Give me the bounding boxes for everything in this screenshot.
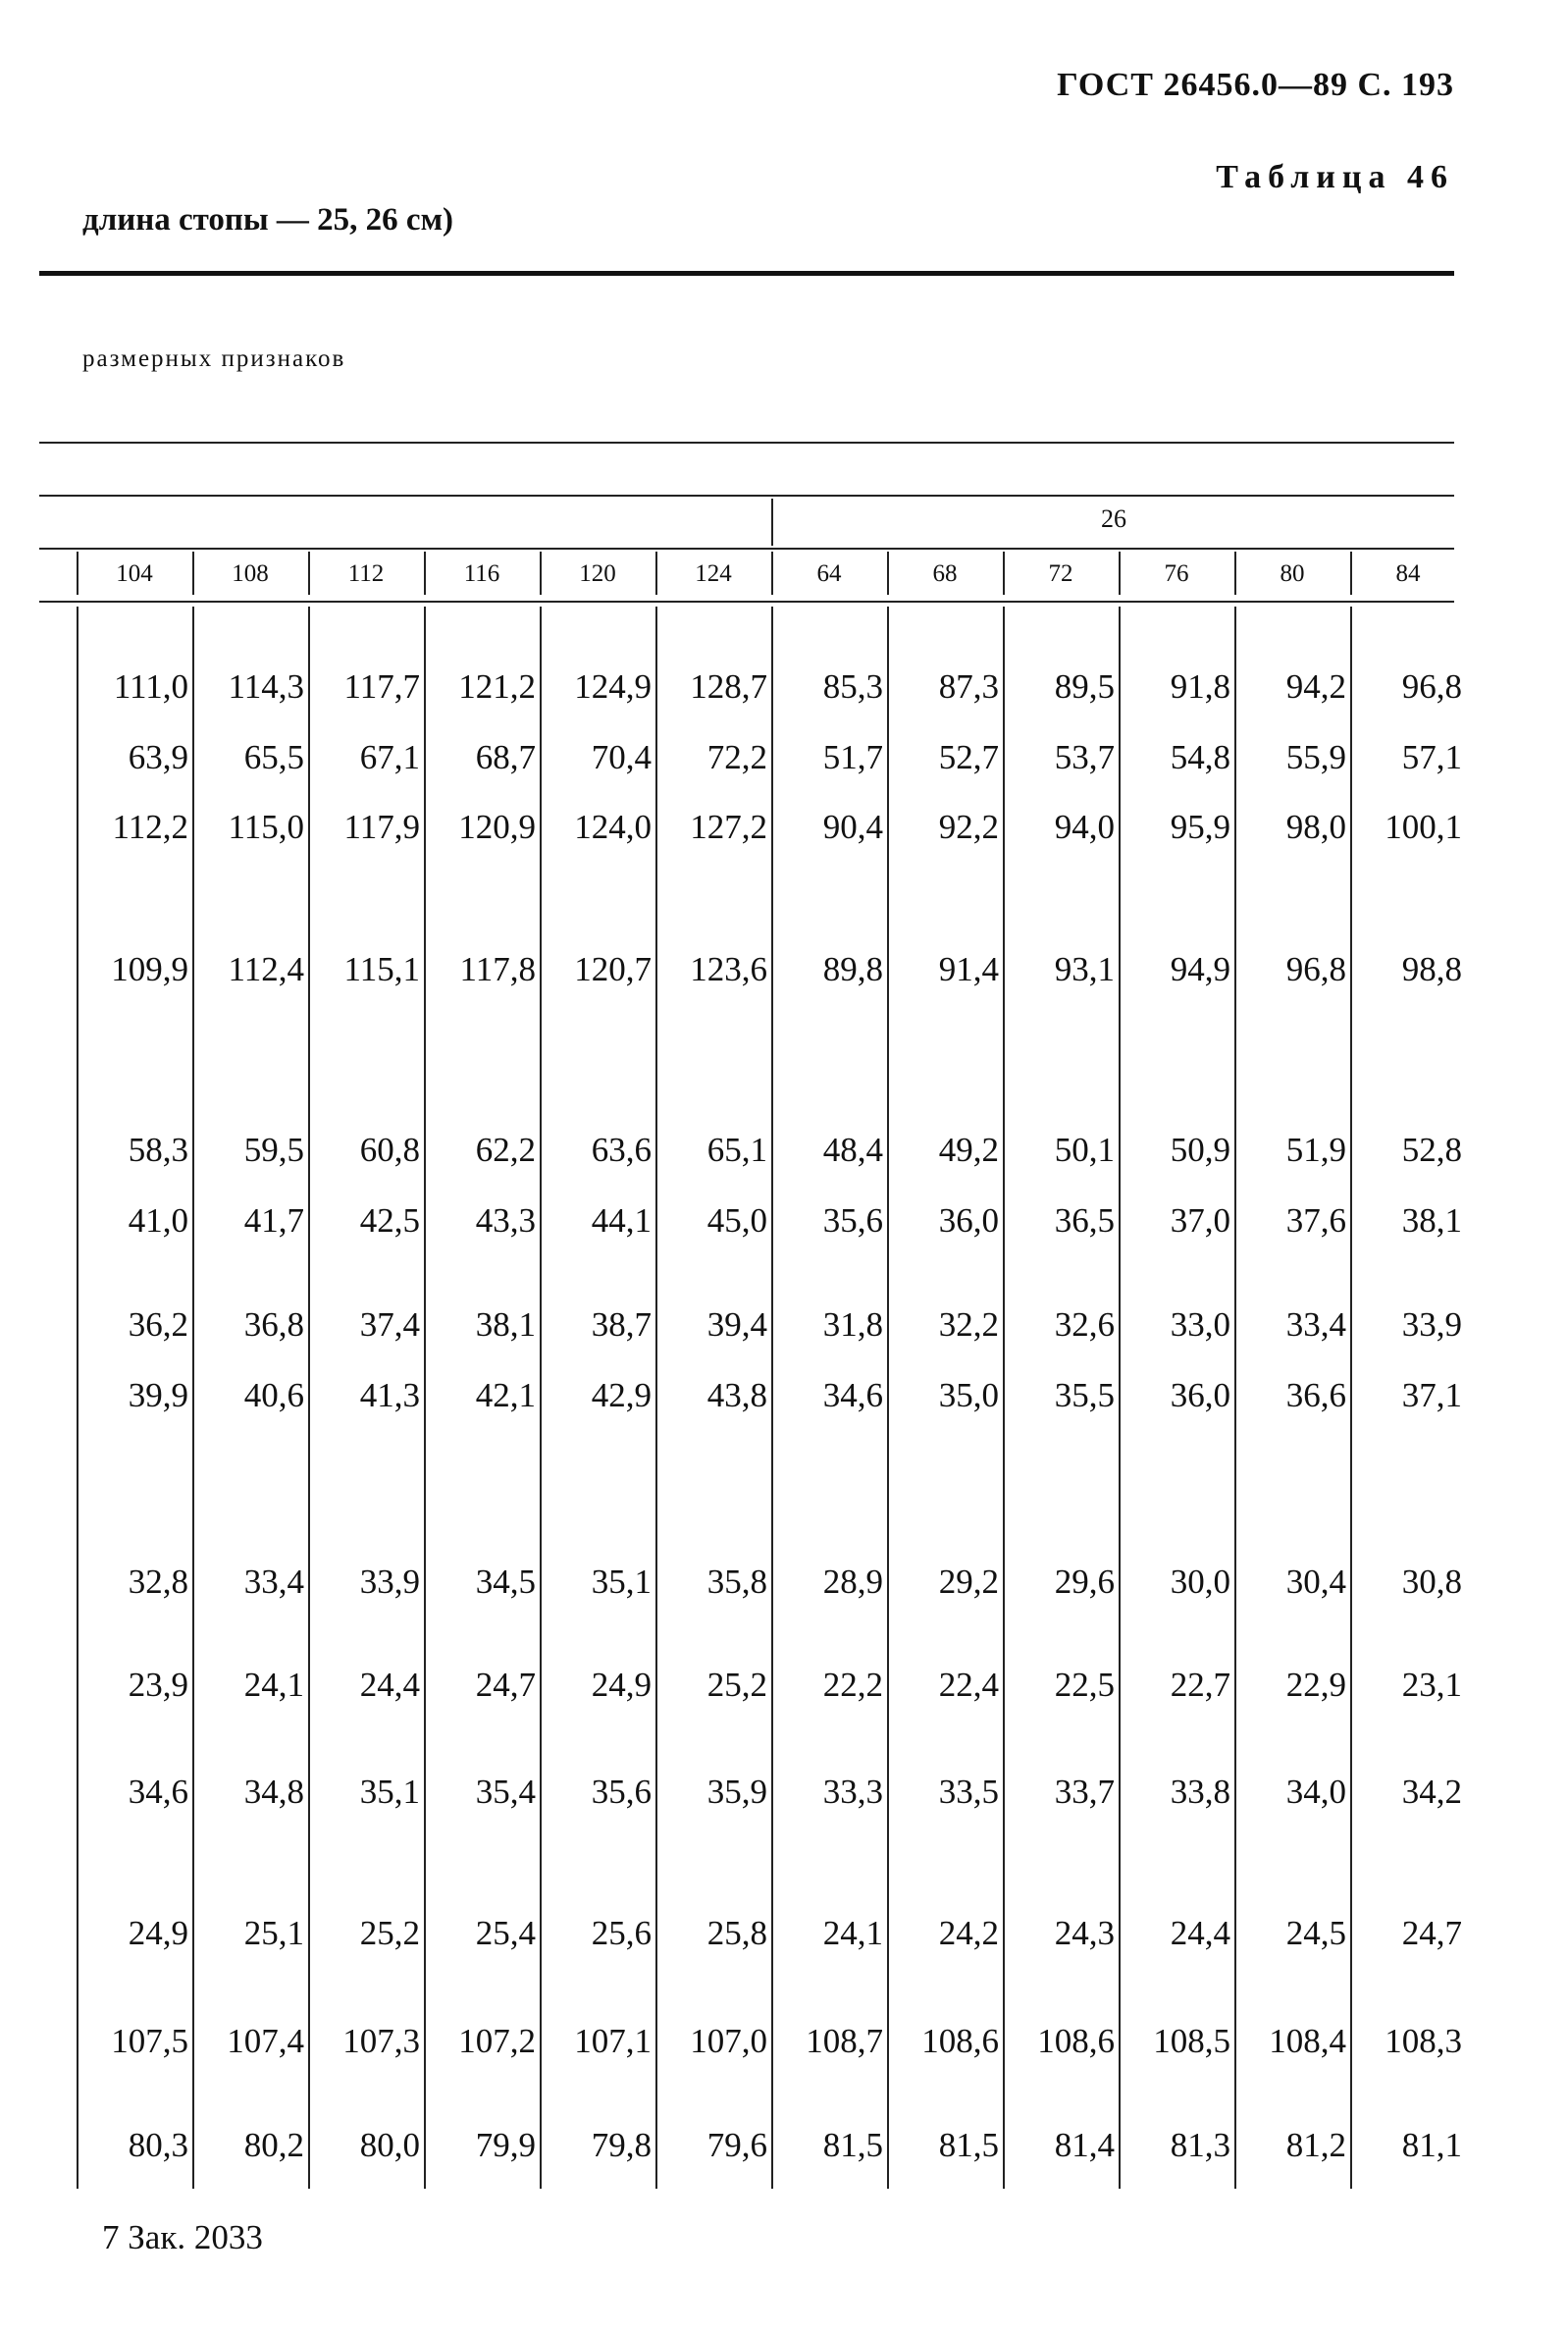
table-cell: 25,8 xyxy=(706,1914,767,1952)
table-cell: 117,8 xyxy=(459,950,536,988)
table-cell: 33,0 xyxy=(1170,1305,1230,1344)
table-cell: 44,1 xyxy=(591,1201,652,1240)
table-cell: 68,7 xyxy=(475,738,536,776)
table-cell: 41,7 xyxy=(243,1201,304,1240)
table-cell: 34,8 xyxy=(243,1773,304,1811)
table-cell: 33,8 xyxy=(1170,1773,1230,1811)
table-cell: 128,7 xyxy=(690,667,767,706)
table-cell: 85,3 xyxy=(822,667,883,706)
table-cell: 35,1 xyxy=(359,1773,420,1811)
table-cell: 24,1 xyxy=(243,1666,304,1704)
table-cell: 94,2 xyxy=(1285,667,1346,706)
table-cell: 24,5 xyxy=(1285,1914,1346,1952)
table-cell: 41,3 xyxy=(359,1376,420,1414)
table-cell: 22,4 xyxy=(938,1666,999,1704)
table-cell: 37,1 xyxy=(1401,1376,1462,1414)
table-cell: 33,7 xyxy=(1054,1773,1115,1811)
table-cell: 117,7 xyxy=(343,667,420,706)
table-cell: 38,1 xyxy=(1401,1201,1462,1240)
table-cell: 124,9 xyxy=(574,667,652,706)
table-cell: 115,1 xyxy=(343,950,420,988)
table-cell: 22,5 xyxy=(1054,1666,1115,1704)
table-cell: 35,8 xyxy=(706,1563,767,1601)
column-divider xyxy=(887,552,889,595)
table-cell: 49,2 xyxy=(938,1131,999,1169)
table-cell: 35,6 xyxy=(822,1201,883,1240)
table-cell: 35,4 xyxy=(475,1773,536,1811)
table-cell: 32,6 xyxy=(1054,1305,1115,1344)
table-cell: 32,8 xyxy=(128,1563,188,1601)
size-group-label: 26 xyxy=(1101,504,1126,533)
top-rule xyxy=(39,271,1454,276)
table-cell: 81,4 xyxy=(1054,2126,1115,2164)
table-cell: 33,5 xyxy=(938,1773,999,1811)
table-cell: 114,3 xyxy=(228,667,304,706)
table-cell: 60,8 xyxy=(359,1131,420,1169)
table-cell: 28,9 xyxy=(822,1563,883,1601)
table-cell: 120,7 xyxy=(574,950,652,988)
table-cell: 107,3 xyxy=(342,2022,420,2060)
table-cell: 55,9 xyxy=(1285,738,1346,776)
table-cell: 24,9 xyxy=(591,1666,652,1704)
table-cell: 42,5 xyxy=(359,1201,420,1240)
table-cell: 67,1 xyxy=(359,738,420,776)
table-cell: 91,8 xyxy=(1170,667,1230,706)
table-cell: 107,0 xyxy=(690,2022,767,2060)
table-cell: 108,5 xyxy=(1153,2022,1230,2060)
table-cell: 81,3 xyxy=(1170,2126,1230,2164)
table-cell: 107,4 xyxy=(227,2022,304,2060)
table-cell: 33,9 xyxy=(1401,1305,1462,1344)
table-cell: 25,4 xyxy=(475,1914,536,1952)
table-cell: 39,4 xyxy=(706,1305,767,1344)
table-cell: 90,4 xyxy=(822,808,883,846)
table-cell: 37,6 xyxy=(1285,1201,1346,1240)
table-cell: 54,8 xyxy=(1170,738,1230,776)
table-cell: 25,6 xyxy=(591,1914,652,1952)
table-cell: 95,9 xyxy=(1170,808,1230,846)
table-cell: 24,1 xyxy=(822,1914,883,1952)
column-header: 108 xyxy=(232,560,269,587)
table-cell: 48,4 xyxy=(822,1131,883,1169)
column-header: 124 xyxy=(695,560,732,587)
table-cell: 50,1 xyxy=(1054,1131,1115,1169)
column-header: 84 xyxy=(1395,560,1421,587)
table-cell: 24,7 xyxy=(1401,1914,1462,1952)
column-divider xyxy=(1119,552,1121,595)
table-cell: 79,9 xyxy=(475,2126,536,2164)
column-divider xyxy=(1234,552,1236,595)
table-cell: 25,2 xyxy=(359,1914,420,1952)
table-cell: 98,0 xyxy=(1285,808,1346,846)
table-cell: 36,0 xyxy=(1170,1376,1230,1414)
table-cell: 92,2 xyxy=(938,808,999,846)
table-cell: 34,6 xyxy=(822,1376,883,1414)
column-header: 120 xyxy=(579,560,616,587)
table-cell: 63,6 xyxy=(591,1131,652,1169)
table-cell: 107,5 xyxy=(111,2022,188,2060)
table-cell: 94,0 xyxy=(1054,808,1115,846)
table-cell: 112,4 xyxy=(228,950,304,988)
table-cell: 37,4 xyxy=(359,1305,420,1344)
table-cell: 34,6 xyxy=(128,1773,188,1811)
column-divider xyxy=(1350,552,1352,595)
table-cell: 124,0 xyxy=(574,808,652,846)
table-cell: 81,1 xyxy=(1401,2126,1462,2164)
column-divider xyxy=(424,552,426,595)
column-header: 80 xyxy=(1280,560,1305,587)
table-title: Таблица 46 xyxy=(1216,159,1454,195)
table-cell: 24,4 xyxy=(1170,1914,1230,1952)
table-cell: 100,1 xyxy=(1385,808,1462,846)
table-cell: 70,4 xyxy=(591,738,652,776)
table-cell: 52,8 xyxy=(1401,1131,1462,1169)
table-cell: 80,3 xyxy=(128,2126,188,2164)
table-cell: 108,6 xyxy=(921,2022,999,2060)
table-cell: 81,5 xyxy=(822,2126,883,2164)
table-cell: 24,9 xyxy=(128,1914,188,1952)
column-divider xyxy=(77,552,78,595)
table-cell: 59,5 xyxy=(243,1131,304,1169)
column-divider xyxy=(192,552,194,595)
table-cell: 87,3 xyxy=(938,667,999,706)
table-cell: 108,7 xyxy=(806,2022,883,2060)
table-cell: 23,9 xyxy=(128,1666,188,1704)
table-cell: 123,6 xyxy=(690,950,767,988)
table-cell: 45,0 xyxy=(706,1201,767,1240)
column-header: 116 xyxy=(463,560,500,587)
column-header: 104 xyxy=(116,560,153,587)
table-cell: 117,9 xyxy=(343,808,420,846)
table-cell: 58,3 xyxy=(128,1131,188,1169)
table-cell: 121,2 xyxy=(458,667,536,706)
table-cell: 112,2 xyxy=(112,808,188,846)
column-divider xyxy=(655,552,657,595)
table-cell: 50,9 xyxy=(1170,1131,1230,1169)
table-cell: 43,3 xyxy=(475,1201,536,1240)
table-cell: 108,6 xyxy=(1037,2022,1115,2060)
table-cell: 98,8 xyxy=(1401,950,1462,988)
table-cell: 107,1 xyxy=(574,2022,652,2060)
table-cell: 57,1 xyxy=(1401,738,1462,776)
table-cell: 53,7 xyxy=(1054,738,1115,776)
table-cell: 127,2 xyxy=(690,808,767,846)
table-cell: 96,8 xyxy=(1401,667,1462,706)
table-cell: 40,6 xyxy=(243,1376,304,1414)
table-cell: 36,5 xyxy=(1054,1201,1115,1240)
table-cell: 94,9 xyxy=(1170,950,1230,988)
table-cell: 96,8 xyxy=(1285,950,1346,988)
table-cell: 89,8 xyxy=(822,950,883,988)
table-cell: 24,3 xyxy=(1054,1914,1115,1952)
table-cell: 33,4 xyxy=(243,1563,304,1601)
table-cell: 62,2 xyxy=(475,1131,536,1169)
footer-note: 7 Зак. 2033 xyxy=(102,2218,263,2256)
column-divider xyxy=(540,552,542,595)
table-cell: 35,9 xyxy=(706,1773,767,1811)
table-cell: 36,6 xyxy=(1285,1376,1346,1414)
table-cell: 42,1 xyxy=(475,1376,536,1414)
column-divider xyxy=(1003,552,1005,595)
table-cell: 36,0 xyxy=(938,1201,999,1240)
table-cell: 89,5 xyxy=(1054,667,1115,706)
table-cell: 41,0 xyxy=(128,1201,188,1240)
table-cell: 51,9 xyxy=(1285,1131,1346,1169)
table-cell: 115,0 xyxy=(228,808,304,846)
table-cell: 33,9 xyxy=(359,1563,420,1601)
table-cell: 80,0 xyxy=(359,2126,420,2164)
header-rule xyxy=(39,548,1454,550)
table-cell: 32,2 xyxy=(938,1305,999,1344)
table-cell: 65,1 xyxy=(706,1131,767,1169)
table-cell: 24,7 xyxy=(475,1666,536,1704)
table-cell: 35,6 xyxy=(591,1773,652,1811)
header-rule xyxy=(39,495,1454,497)
column-header: 76 xyxy=(1164,560,1189,587)
table-cell: 51,7 xyxy=(822,738,883,776)
table-cell: 65,5 xyxy=(243,738,304,776)
table-cell: 63,9 xyxy=(128,738,188,776)
table-cell: 36,2 xyxy=(128,1305,188,1344)
table-cell: 91,4 xyxy=(938,950,999,988)
table-cell: 24,4 xyxy=(359,1666,420,1704)
table-cell: 38,1 xyxy=(475,1305,536,1344)
table-cell: 31,8 xyxy=(822,1305,883,1344)
column-header: 112 xyxy=(347,560,385,587)
table-cell: 34,0 xyxy=(1285,1773,1346,1811)
table-cell: 25,2 xyxy=(706,1666,767,1704)
column-header: 64 xyxy=(816,560,842,587)
size-group-divider xyxy=(771,499,773,546)
table-cell: 37,0 xyxy=(1170,1201,1230,1240)
table-cell: 29,2 xyxy=(938,1563,999,1601)
table-cell: 79,6 xyxy=(706,2126,767,2164)
table-cell: 108,3 xyxy=(1385,2022,1462,2060)
table-cell: 109,9 xyxy=(111,950,188,988)
table-cell: 24,2 xyxy=(938,1914,999,1952)
table-cell: 79,8 xyxy=(591,2126,652,2164)
table-cell: 34,5 xyxy=(475,1563,536,1601)
table-cell: 38,7 xyxy=(591,1305,652,1344)
table-cell: 29,6 xyxy=(1054,1563,1115,1601)
header-rule xyxy=(39,442,1454,444)
table-cell: 30,0 xyxy=(1170,1563,1230,1601)
table-cell: 23,1 xyxy=(1401,1666,1462,1704)
table-cell: 108,4 xyxy=(1269,2022,1346,2060)
table-cell: 80,2 xyxy=(243,2126,304,2164)
table-cell: 30,4 xyxy=(1285,1563,1346,1601)
table-cell: 39,9 xyxy=(128,1376,188,1414)
gost-header: ГОСТ 26456.0—89 С. 193 xyxy=(1057,67,1454,103)
table-cell: 52,7 xyxy=(938,738,999,776)
table-cell: 22,2 xyxy=(822,1666,883,1704)
table-cell: 111,0 xyxy=(113,667,188,706)
table-cell: 42,9 xyxy=(591,1376,652,1414)
column-header: 72 xyxy=(1048,560,1073,587)
column-divider xyxy=(308,552,310,595)
table-cell: 33,3 xyxy=(822,1773,883,1811)
table-cell: 43,8 xyxy=(706,1376,767,1414)
table-cell: 93,1 xyxy=(1054,950,1115,988)
column-header: 68 xyxy=(932,560,958,587)
table-cell: 35,1 xyxy=(591,1563,652,1601)
table-cell: 33,4 xyxy=(1285,1305,1346,1344)
header-rule xyxy=(39,601,1454,603)
table-cell: 22,9 xyxy=(1285,1666,1346,1704)
table-cell: 25,1 xyxy=(243,1914,304,1952)
table-cell: 35,5 xyxy=(1054,1376,1115,1414)
features-label: размерных признаков xyxy=(82,345,346,372)
table-cell: 120,9 xyxy=(458,808,536,846)
table-cell: 22,7 xyxy=(1170,1666,1230,1704)
column-divider xyxy=(771,552,773,595)
table-cell: 36,8 xyxy=(243,1305,304,1344)
table-cell: 107,2 xyxy=(458,2022,536,2060)
table-caption: длина стопы — 25, 26 см) xyxy=(82,202,454,238)
table-cell: 34,2 xyxy=(1401,1773,1462,1811)
table-cell: 81,2 xyxy=(1285,2126,1346,2164)
table-cell: 35,0 xyxy=(938,1376,999,1414)
table-cell: 72,2 xyxy=(706,738,767,776)
table-cell: 30,8 xyxy=(1401,1563,1462,1601)
table-cell: 81,5 xyxy=(938,2126,999,2164)
